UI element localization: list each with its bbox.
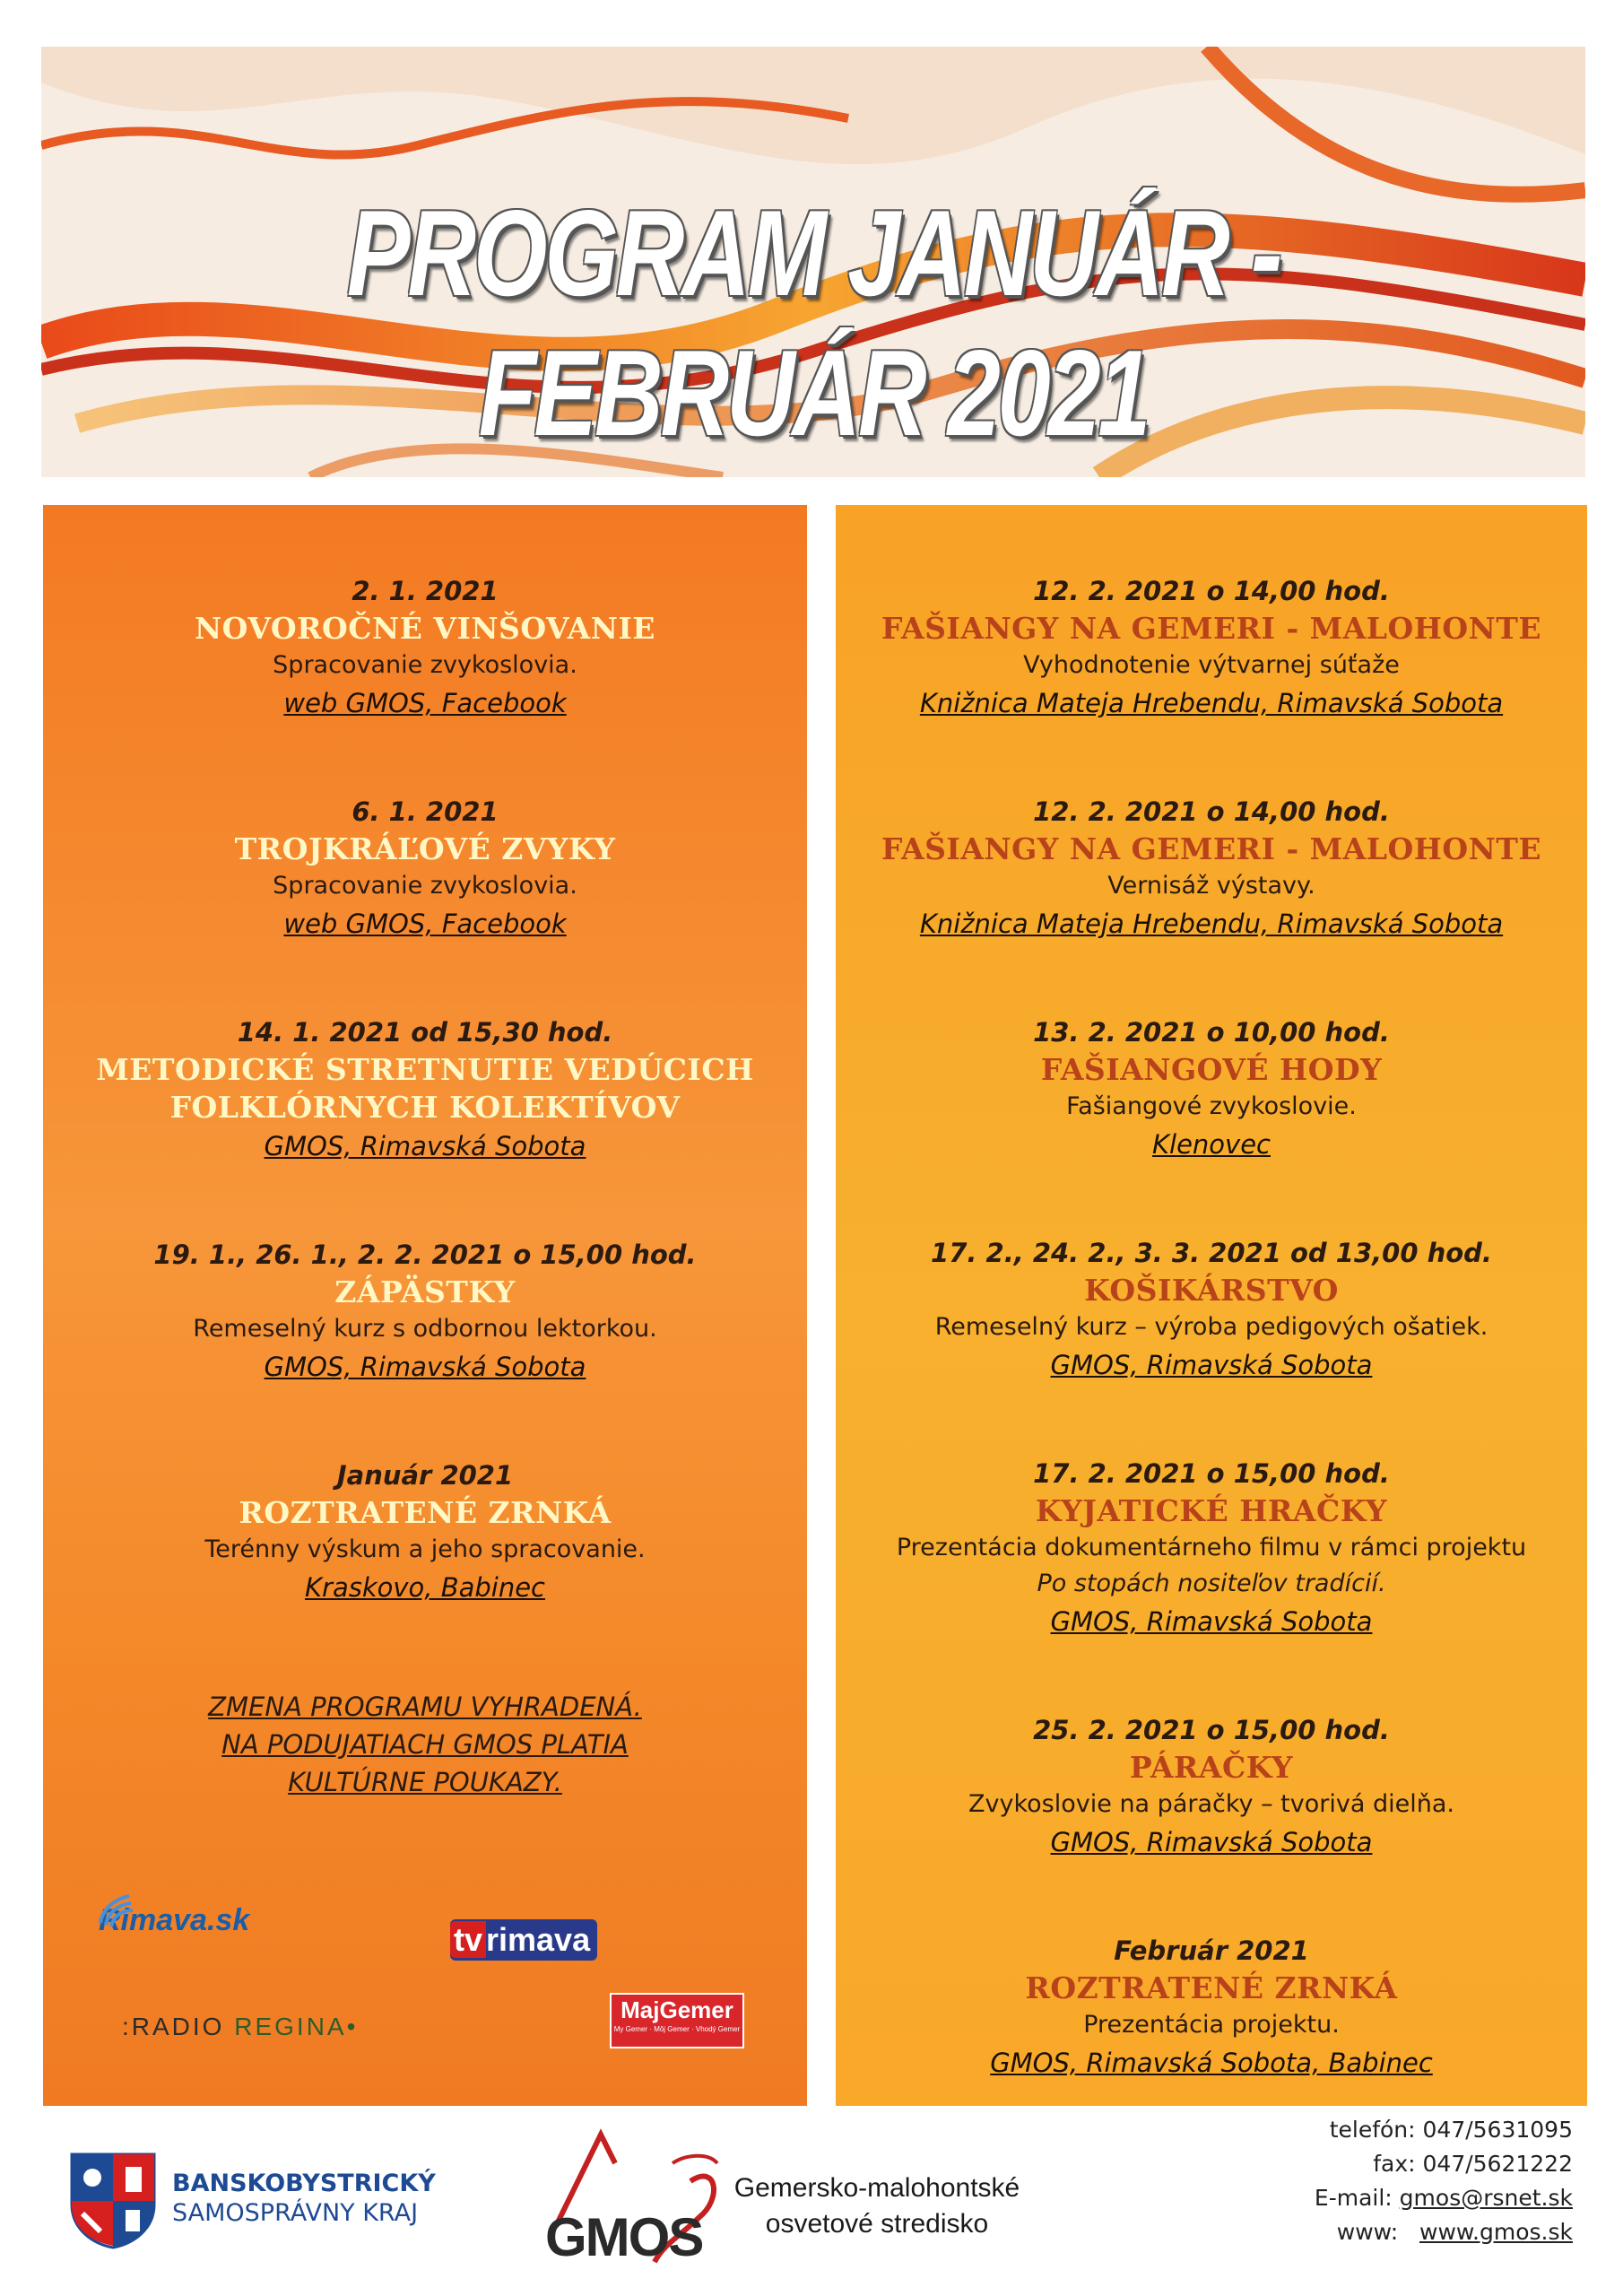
event-title: KOŠIKÁRSTVO — [1084, 1273, 1339, 1308]
www-row — [1315, 2215, 1573, 2249]
event-title: FAŠIANGY NA GEMERI - MALOHONTE — [881, 611, 1542, 646]
event-item — [43, 1457, 807, 1607]
event-place: Knižnica Mateja Hrebendu, Rimavská Sobota — [919, 909, 1504, 939]
event-description: Prezentácia dokumentárneho filmu v rámci projektu — [896, 1534, 1527, 1561]
page-title: PROGRAM JANUÁR - FEBRUÁR 2021 — [346, 185, 1280, 461]
event-title: TROJKRÁĽOVÉ ZVYKY — [234, 831, 616, 866]
phone-row — [1315, 2113, 1573, 2147]
event-item — [43, 793, 807, 944]
email-row — [1315, 2181, 1573, 2215]
www-label: www: — [1336, 2219, 1399, 2245]
tv-prefix: tv — [450, 1921, 486, 1958]
event-place: web GMOS, Facebook — [283, 688, 567, 718]
fax-value: 047/5621222 — [1422, 2151, 1573, 2177]
regina-text: REGINA — [234, 2013, 347, 2040]
event-date: 17. 2., 24. 2., 3. 3. 2021 od 13,00 hod. — [931, 1238, 1492, 1268]
event-item — [836, 1234, 1587, 1385]
event-item — [43, 572, 807, 723]
event-item — [836, 1711, 1587, 1862]
phone-value: 047/5631095 — [1422, 2117, 1573, 2143]
event-date: 6. 1. 2021 — [352, 796, 499, 827]
email-link[interactable]: gmos@rsnet.sk — [1399, 2185, 1573, 2211]
event-title: FAŠIANGY NA GEMERI - MALOHONTE — [881, 831, 1542, 866]
event-item — [836, 1013, 1587, 1164]
tv-name: rimava — [486, 1921, 591, 1958]
event-date: Február 2021 — [1114, 1935, 1309, 1966]
rimava-sk-text: Rimava.sk — [99, 1903, 250, 1937]
event-date: 25. 2. 2021 o 15,00 hod. — [1033, 1715, 1390, 1745]
event-date: Január 2021 — [336, 1460, 514, 1491]
event-date: 2. 1. 2021 — [352, 576, 499, 606]
phone-label: telefón: — [1329, 2117, 1416, 2143]
event-date: 12. 2. 2021 o 14,00 hod. — [1033, 796, 1390, 827]
notice-line: KULTÚRNE POUKAZY. — [288, 1767, 562, 1797]
event-place: GMOS, Rimavská Sobota — [1050, 1606, 1373, 1637]
gmos-logo — [538, 2127, 1040, 2271]
event-place: GMOS, Rimavská Sobota — [1050, 1827, 1373, 1857]
event-item — [836, 1932, 1587, 2083]
gmos-name-line1: Gemersko-malohontské — [733, 2173, 1020, 2203]
event-place: GMOS, Rimavská Sobota, Babinec — [990, 2048, 1433, 2078]
right-program-panel — [836, 505, 1587, 2106]
event-description-project: Po stopách nositeľov tradícií. — [1037, 1570, 1386, 1597]
event-date: 19. 1., 26. 1., 2. 2. 2021 o 15,00 hod. — [153, 1239, 697, 1270]
left-program-panel — [43, 505, 807, 2106]
event-title-line-2: FOLKLÓRNYCH KOLEKTÍVOV — [169, 1090, 681, 1125]
event-place: GMOS, Rimavská Sobota — [264, 1131, 586, 1161]
event-description: Terénny výskum a jeho spracovanie. — [204, 1535, 646, 1563]
event-title: PÁRAČKY — [1129, 1750, 1294, 1785]
event-item — [836, 1455, 1587, 1641]
event-place: Kraskovo, Babinec — [305, 1572, 545, 1603]
event-description: Vernisáž výstavy. — [1107, 872, 1315, 900]
notice-line: NA PODUJATIACH GMOS PLATIA — [221, 1729, 629, 1760]
event-item — [43, 1236, 807, 1387]
gmos-acronym: GMOS — [545, 2207, 703, 2267]
event-place: GMOS, Rimavská Sobota — [264, 1352, 586, 1382]
rimava-sk-logo — [99, 1903, 249, 1938]
event-date: 12. 2. 2021 o 14,00 hod. — [1033, 576, 1390, 606]
fax-row — [1315, 2147, 1573, 2181]
majgemer-text: MajGemer — [621, 1996, 733, 2023]
website-link[interactable]: www.gmos.sk — [1419, 2219, 1573, 2245]
event-place: GMOS, Rimavská Sobota — [1050, 1350, 1373, 1380]
coat-of-arms-icon — [68, 2151, 158, 2249]
tv-rimava-logo — [450, 1919, 597, 1961]
event-date: 13. 2. 2021 o 10,00 hod. — [1033, 1017, 1390, 1048]
event-description: Remeselný kurz – výroba pedigových ošatiek. — [934, 1313, 1488, 1341]
contact-block — [1315, 2113, 1573, 2249]
event-description: Vyhodnotenie výtvarnej súťaže — [1023, 651, 1400, 679]
majgemer-subtext: My Gemer · Môj Gemer · Vhodý Gemer — [613, 2025, 741, 2033]
bbsk-logo — [68, 2151, 463, 2249]
email-label: E-mail: — [1314, 2185, 1393, 2211]
event-item — [43, 1013, 807, 1166]
event-description: Remeselný kurz s odbornou lektorkou. — [193, 1315, 657, 1343]
event-title: NOVOROČNÉ VINŠOVANIE — [195, 611, 655, 646]
radio-regina-logo: :RADIO REGINA• — [122, 2013, 359, 2040]
event-place: Klenovec — [1152, 1129, 1271, 1160]
event-date: 17. 2. 2021 o 15,00 hod. — [1033, 1458, 1390, 1489]
event-description: Prezentácia projektu. — [1083, 2011, 1340, 2039]
event-title: METODICKÉ STRETNUTIE VEDÚCICH — [96, 1052, 754, 1087]
event-description: Spracovanie zvykoslovia. — [273, 872, 577, 900]
signal-waves-icon — [93, 1883, 147, 1928]
event-description: Fašiangové zvykoslovie. — [1066, 1092, 1357, 1120]
event-place: web GMOS, Facebook — [283, 909, 567, 939]
notice-line: ZMENA PROGRAMU VYHRADENÁ. — [208, 1692, 642, 1722]
event-title: ROZTRATENÉ ZRNKÁ — [239, 1495, 612, 1530]
bbsk-name-line2: SAMOSPRÁVNY KRAJ — [172, 2199, 419, 2227]
majgemer-logo — [610, 1993, 744, 2048]
event-title: ROZTRATENÉ ZRNKÁ — [1025, 1970, 1398, 2005]
header-banner — [41, 47, 1585, 477]
event-title: FAŠIANGOVÉ HODY — [1040, 1052, 1383, 1087]
event-description: Spracovanie zvykoslovia. — [273, 651, 577, 679]
event-description: Zvykoslovie na páračky – tvorivá dielňa. — [968, 1790, 1454, 1818]
event-item — [836, 793, 1587, 944]
program-notice — [43, 1688, 807, 1801]
event-title: ZÁPÄSTKY — [334, 1274, 516, 1309]
event-title: KYJATICKÉ HRAČKY — [1035, 1493, 1388, 1528]
fax-label: fax: — [1373, 2151, 1416, 2177]
gmos-name-line2: osvetové stredisko — [765, 2209, 989, 2239]
event-item — [836, 572, 1587, 723]
radio-text: :RADIO — [122, 2013, 225, 2040]
event-place: Knižnica Mateja Hrebendu, Rimavská Sobota — [919, 688, 1504, 718]
bbsk-name-line1: BANSKOBYSTRICKÝ — [172, 2170, 436, 2197]
event-date: 14. 1. 2021 od 15,30 hod. — [237, 1017, 613, 1048]
